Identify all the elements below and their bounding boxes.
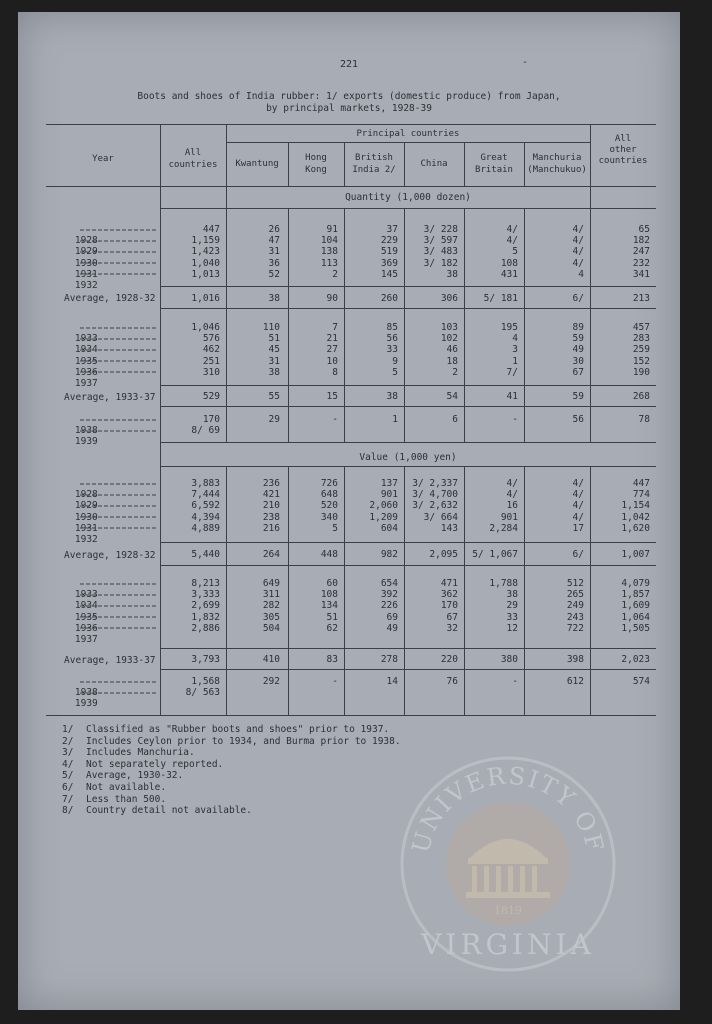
q-avg1-china: 306 (440, 293, 458, 304)
v-avg1-china: 2,095 (429, 549, 458, 560)
v-manchuria-1: 4/ 4/ 4/ 4/ 17 (572, 478, 584, 534)
v-avg2-hong-kong: 83 (326, 654, 338, 665)
q-all-countries-1: 447 1,159 1,423 1,040 1,013 (191, 224, 220, 280)
col-divider-7a (524, 142, 525, 186)
header-all-countries-2: countries (168, 160, 218, 170)
v-avg2-top (160, 648, 656, 649)
v-all-countries-1: 3,883 7,444 6,592 4,394 4,889 (191, 478, 220, 534)
header-manchuria-2: (Manchukuo) (527, 165, 587, 175)
quantity-bottom-rule (160, 442, 656, 443)
footnote-text: Includes Manchuria. (86, 747, 195, 759)
q-avg2-hong-kong: 15 (326, 391, 338, 402)
table-subtitle: by principal markets, 1928-39 (266, 103, 432, 114)
footnote (62, 736, 401, 748)
v-avg1-bottom (160, 565, 656, 566)
header-kwantung: Kwantung (235, 159, 279, 169)
q-avg2-british-india: 38 (386, 391, 398, 402)
value-section-title: Value (1,000 yen) (359, 452, 457, 463)
q-avg2-bottom (160, 406, 656, 407)
table-title: Boots and shoes of India rubber: 1/ exports (domestic produce) from Japan, (137, 91, 561, 102)
q-avg1-british-india: 260 (380, 293, 398, 304)
header-other-2: other (609, 145, 637, 155)
seal-bottom-text: VIRGINIA (421, 928, 595, 961)
q-avg2-manchuria: 59 (572, 391, 584, 402)
v-other-2: 4,079 1,857 1,609 1,064 1,505 (621, 578, 650, 634)
v-avg2-china: 220 (440, 654, 458, 665)
v-manchuria-2: 512 265 249 243 722 (566, 578, 584, 634)
header-other-1: All (614, 134, 632, 144)
header-hong-kong-2: Kong (305, 165, 327, 175)
seal-top-text: UNIVERSITY OF (406, 761, 610, 856)
q-other-3: 78 (638, 414, 650, 425)
year-labels: 1928 1929 1930 1931 1932 (74, 489, 98, 546)
header-year: Year (92, 154, 114, 164)
header-hong-kong-1: Hong (305, 153, 327, 163)
footnote-mark: 8/ (62, 805, 74, 817)
v-british-india-2: 654 392 226 69 49 (380, 578, 398, 634)
q-hong-kong-1: 91 104 138 113 2 (320, 224, 338, 280)
footnote (62, 770, 401, 782)
principal-rule (226, 142, 590, 143)
quantity-section-title: Quantity (1,000 dozen) (345, 192, 471, 203)
table-top-rule (46, 124, 656, 125)
header-principal-countries: Principal countries (356, 129, 460, 139)
v-kwantung-3: 292 (262, 676, 280, 687)
v-avg2-other: 2,023 (621, 654, 650, 665)
q-avg1-all: 1,016 (191, 293, 220, 304)
header-great-britain-1: Great (480, 153, 508, 163)
v-hong-kong-3: - (332, 676, 338, 687)
v-avg1-all: 5,440 (191, 549, 220, 560)
v-all-countries-3: 1,568 8/ 563 (185, 676, 220, 699)
corner-mark: - (522, 57, 529, 68)
year-labels: 1938 1939 (74, 687, 98, 710)
v-avg1-hong-kong: 448 (320, 549, 338, 560)
table-bottom-rule (46, 715, 656, 716)
header-british-india-2: India 2/ (352, 165, 396, 175)
q-avg2-top (160, 385, 656, 386)
v-great-britain-1: 4/ 4/ 16 901 2,284 (489, 478, 518, 534)
footnote (62, 782, 401, 794)
q-avg1-hong-kong: 90 (326, 293, 338, 304)
v-manchuria-3: 612 (566, 676, 584, 687)
v-china-3: 76 (446, 676, 458, 687)
q-average-1928-32-label: Average, 1928-32 (64, 293, 156, 304)
footnote (62, 805, 401, 817)
year-labels: 1933 1934 1935 1936 1937 (74, 333, 98, 390)
q-avg1-great-britain: 5/ 181 (483, 293, 518, 304)
v-british-india-3: 14 (386, 676, 398, 687)
footnote-mark: 7/ (62, 793, 74, 805)
q-great-britain-2: 195 4 3 1 7/ (500, 322, 518, 378)
q-avg1-top (160, 286, 656, 287)
q-kwantung-2: 110 51 45 31 38 (262, 322, 280, 378)
seal-year: 1819 (494, 904, 522, 917)
col-divider-4a (344, 142, 345, 186)
footnote-mark: 1/ (62, 724, 74, 735)
footnote-text: Not available. (86, 781, 167, 793)
q-hong-kong-2: 7 21 27 10 8 (326, 322, 338, 378)
year-labels: 1938 1939 (74, 425, 98, 448)
q-other-2: 457 283 259 152 190 (632, 322, 650, 378)
col-divider-3a (288, 142, 289, 186)
q-average-1933-37-label: Average, 1933-37 (64, 392, 156, 403)
q-kwantung-1: 26 47 31 36 52 (268, 224, 280, 280)
v-kwantung-1: 236 421 210 238 216 (262, 478, 280, 534)
footnote-mark: 2/ (62, 735, 74, 747)
q-china-1: 3/ 228 3/ 597 3/ 483 3/ 182 38 (423, 224, 458, 280)
header-china: China (420, 159, 448, 169)
v-hong-kong-1: 726 648 520 340 5 (320, 478, 338, 534)
q-british-india-3: 1 (392, 414, 398, 425)
v-avg2-bottom (160, 669, 656, 670)
v-avg2-all: 3,793 (191, 654, 220, 665)
footnote (62, 747, 401, 759)
v-avg2-great-britain: 380 (500, 654, 518, 665)
q-china-3: 6 (452, 414, 458, 425)
document-page (18, 12, 680, 1010)
q-other-1: 65 182 247 232 341 (632, 224, 650, 280)
col-divider-6a (464, 142, 465, 186)
v-avg1-great-britain: 5/ 1,067 (472, 549, 518, 560)
q-manchuria-2: 89 59 49 30 67 (572, 322, 584, 378)
footnote-mark: 6/ (62, 781, 74, 793)
footnotes (62, 724, 401, 817)
header-great-britain-2: Britain (475, 165, 513, 175)
footnote (62, 759, 401, 771)
header-other-3: countries (598, 156, 648, 166)
q-british-india-1: 37 229 519 369 145 (380, 224, 398, 280)
v-kwantung-2: 649 311 282 305 504 (262, 578, 280, 634)
year-leader-lines (78, 222, 160, 702)
v-avg2-manchuria: 398 (566, 654, 584, 665)
v-china-2: 471 362 170 67 32 (440, 578, 458, 634)
footnote (62, 724, 401, 736)
q-avg2-china: 54 (446, 391, 458, 402)
footnote-text: Includes Ceylon prior to 1934, and Burma prior to 1938. (86, 735, 401, 747)
q-kwantung-3: 29 (268, 414, 280, 425)
page-number: 221 (339, 59, 359, 70)
q-all-countries-2: 1,046 576 462 251 310 (191, 322, 220, 378)
footnote-text: Country detail not available. (86, 805, 252, 817)
v-avg1-manchuria: 6/ (572, 549, 584, 560)
v-all-countries-2: 8,213 3,333 2,699 1,832 2,886 (191, 578, 220, 634)
header-manchuria-1: Manchuria (532, 153, 582, 163)
footnote-text: Classified as "Rubber boots and shoes" prior to 1937. (86, 724, 390, 735)
q-avg2-great-britain: 41 (506, 391, 518, 402)
q-avg2-kwantung: 55 (268, 391, 280, 402)
header-bottom-rule (46, 186, 656, 187)
q-great-britain-3: - (512, 414, 518, 425)
q-avg1-manchuria: 6/ (572, 293, 584, 304)
footnote (62, 794, 401, 806)
q-manchuria-1: 4/ 4/ 4/ 4/ 4 (572, 224, 584, 280)
value-title-rule (160, 466, 656, 467)
v-average-1928-32-label: Average, 1928-32 (64, 550, 156, 561)
q-avg1-bottom (160, 308, 656, 309)
q-china-2: 103 102 46 18 2 (440, 322, 458, 378)
q-great-britain-1: 4/ 4/ 5 108 431 (500, 224, 518, 280)
v-other-1: 447 774 1,154 1,042 1,620 (621, 478, 650, 534)
q-avg1-other: 213 (632, 293, 650, 304)
q-hong-kong-3: - (332, 414, 338, 425)
footnote-text: Less than 500. (86, 793, 167, 805)
year-labels: 1933 1934 1935 1936 1937 (74, 589, 98, 646)
footnote-mark: 3/ (62, 747, 74, 759)
v-great-britain-3: - (512, 676, 518, 687)
footnote-mark: 5/ (62, 770, 74, 782)
v-avg2-british-india: 278 (380, 654, 398, 665)
footnote-text: Not separately reported. (86, 758, 224, 770)
v-china-1: 3/ 2,337 3/ 4,700 3/ 2,632 3/ 664 143 (412, 478, 458, 534)
q-all-countries-3: 170 8/ 69 (191, 414, 220, 437)
q-manchuria-3: 56 (572, 414, 584, 425)
university-seal-watermark (398, 754, 618, 974)
footnote-text: Average, 1930-32. (86, 770, 184, 782)
v-avg1-other: 1,007 (621, 549, 650, 560)
v-avg1-kwantung: 264 (262, 549, 280, 560)
v-british-india-1: 137 901 2,060 1,209 604 (369, 478, 398, 534)
v-avg2-kwantung: 410 (262, 654, 280, 665)
v-hong-kong-2: 60 108 134 51 62 (320, 578, 338, 634)
q-british-india-2: 85 56 33 9 5 (386, 322, 398, 378)
q-avg2-all: 529 (202, 391, 220, 402)
q-avg1-kwantung: 38 (268, 293, 280, 304)
header-british-india-1: British (355, 153, 393, 163)
v-average-1933-37-label: Average, 1933-37 (64, 655, 156, 666)
v-other-3: 574 (632, 676, 650, 687)
v-avg1-british-india: 982 (380, 549, 398, 560)
header-all-countries-1: All (184, 148, 202, 158)
v-great-britain-2: 1,788 38 29 33 12 (489, 578, 518, 634)
year-labels: 1928 1929 1930 1931 1932 (74, 235, 98, 292)
footnote-mark: 4/ (62, 758, 74, 770)
q-avg2-other: 268 (632, 391, 650, 402)
v-avg1-top (160, 542, 656, 543)
quantity-title-rule (160, 208, 656, 209)
